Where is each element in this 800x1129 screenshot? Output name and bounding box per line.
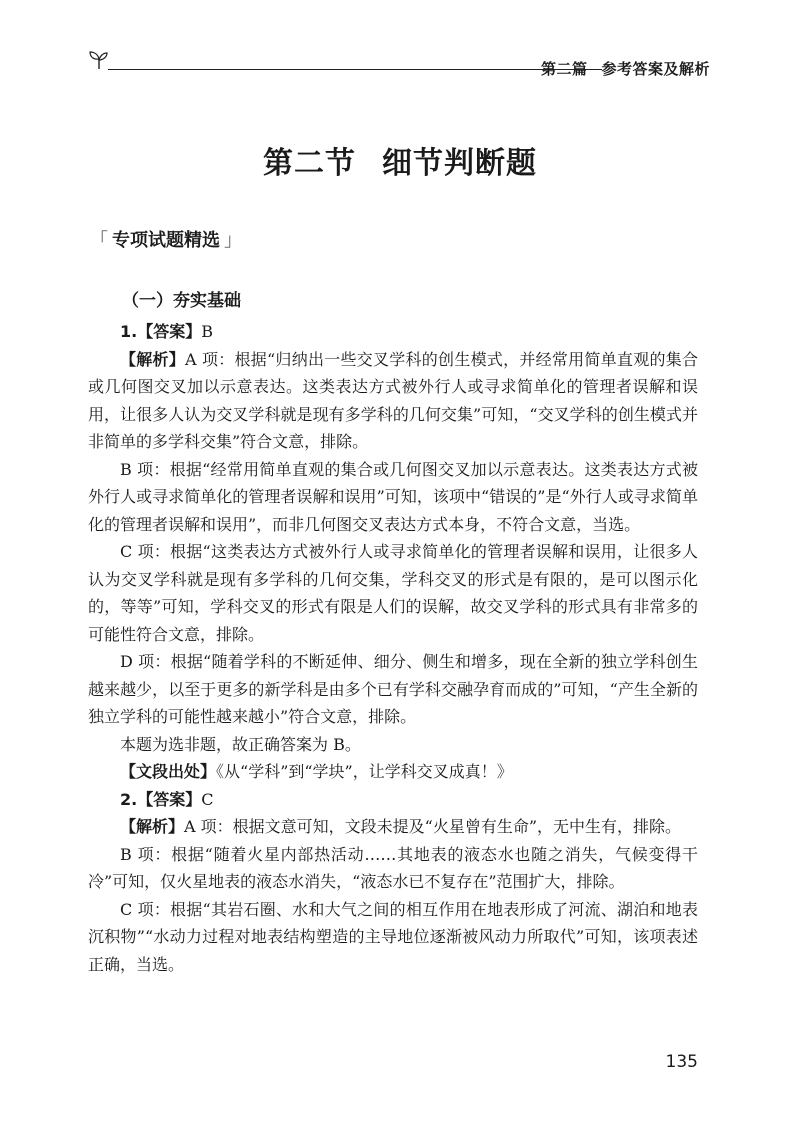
header-part: 第二篇 bbox=[540, 60, 588, 78]
q2-para-a: A 项：根据文意可知，文段未提及“火星曾有生命”，无中生有，排除。 bbox=[184, 817, 682, 836]
subsection-title: （一）夯实基础 bbox=[122, 291, 241, 311]
box-title bbox=[86, 226, 246, 252]
q2-answer-value: C bbox=[201, 789, 214, 809]
q1-para-b: B 项：根据“经常用简单直观的集合或几何图交叉加以示意表达。这类表达方式被外行人或寻求简单化的管理者误解和误用”可知，该项中“错误的”是“外行人或寻求简单化的管理者误解和误用”，而非几何图交叉表达方式本身，不符合文意，当选。 bbox=[88, 459, 698, 534]
box-left-bracket: 「 bbox=[90, 230, 108, 251]
title-section-name: 细节判断题 bbox=[382, 146, 537, 181]
q2-answer bbox=[88, 786, 698, 814]
q1-para-a: A 项：根据“归纳出一些交叉学科的创生模式，并经常用简单直观的集合或几何图交叉加以示意表达。这类表达方式被外行人或寻求简单化的管理者误解和误用，让很多人认为交叉学科就是现有多学科的几何交集”可知，“交叉学科的创生模式并非简单的多学科交集”符合文意，排除。 bbox=[88, 349, 698, 451]
q1-analysis-label: 【解析】 bbox=[120, 349, 186, 369]
q1-para-c: C 项：根据“这类表达方式被外行人或寻求简单化的管理者误解和误用，让很多人认为交叉学科就是现有多学科的几何交集，学科交叉的形式是有限的，是可以图示化的，等等”可知，学科交叉的形式有限是人们的误解，故交叉学科的形式具有非常多的可能性符合文意，排除。 bbox=[88, 542, 698, 644]
q1-answer bbox=[88, 318, 698, 346]
q1-conclusion: 本题为选非题，故正确答案为 B。 bbox=[120, 734, 361, 754]
q1-para-d: D 项：根据“随着学科的不断延伸、细分、侧生和增多，现在全新的独立学科创生越来越少，以至于更多的新学科是由多个已有学科交融孕育而成的”可知，“产生全新的独立学科的可能性越来越小”符合文意，排除。 bbox=[88, 652, 698, 726]
q2-analysis-a bbox=[88, 813, 698, 841]
box-right-bracket: 」 bbox=[224, 230, 242, 251]
q1-answer-value: B bbox=[201, 322, 213, 341]
title-section-no: 第二节 bbox=[263, 146, 356, 181]
answer-body bbox=[88, 314, 698, 978]
sprout-icon bbox=[88, 48, 110, 70]
running-header bbox=[88, 48, 710, 78]
q2-answer-prefix: 2.【答案】 bbox=[120, 789, 202, 809]
q1-source bbox=[88, 758, 698, 786]
q1-source-label: 【文段出处】 bbox=[120, 762, 217, 781]
q2-para-b: B 项：根据“随着火星内部热活动……其地表的液态水也随之消失，气候变得干冷”可知，仅火星地表的液态水消失，“液态水已不复存在”范围扩大，排除。 bbox=[88, 844, 698, 891]
q1-source-text: 《从“学科”到“学块”，让学科交叉成真！》 bbox=[216, 762, 513, 781]
page-title bbox=[0, 138, 800, 182]
q1-analysis-a bbox=[88, 346, 698, 456]
header-rule bbox=[108, 69, 602, 70]
box-label: 专项试题精选 bbox=[112, 230, 220, 251]
q2-analysis-label: 【解析】 bbox=[120, 817, 185, 836]
header-section: 参考答案及解析 bbox=[601, 60, 710, 78]
q2-para-c: C 项：根据“其岩石圈、水和大气之间的相互作用在地表形成了河流、湖泊和地表沉积物”“水动力过程对地表结构塑造的主导地位逐渐被风动力所取代”可知，该项表述正确，当选。 bbox=[88, 899, 698, 974]
header-text bbox=[541, 58, 710, 79]
page-number: 135 bbox=[665, 1052, 698, 1072]
q1-answer-prefix: 1.【答案】 bbox=[120, 322, 202, 341]
